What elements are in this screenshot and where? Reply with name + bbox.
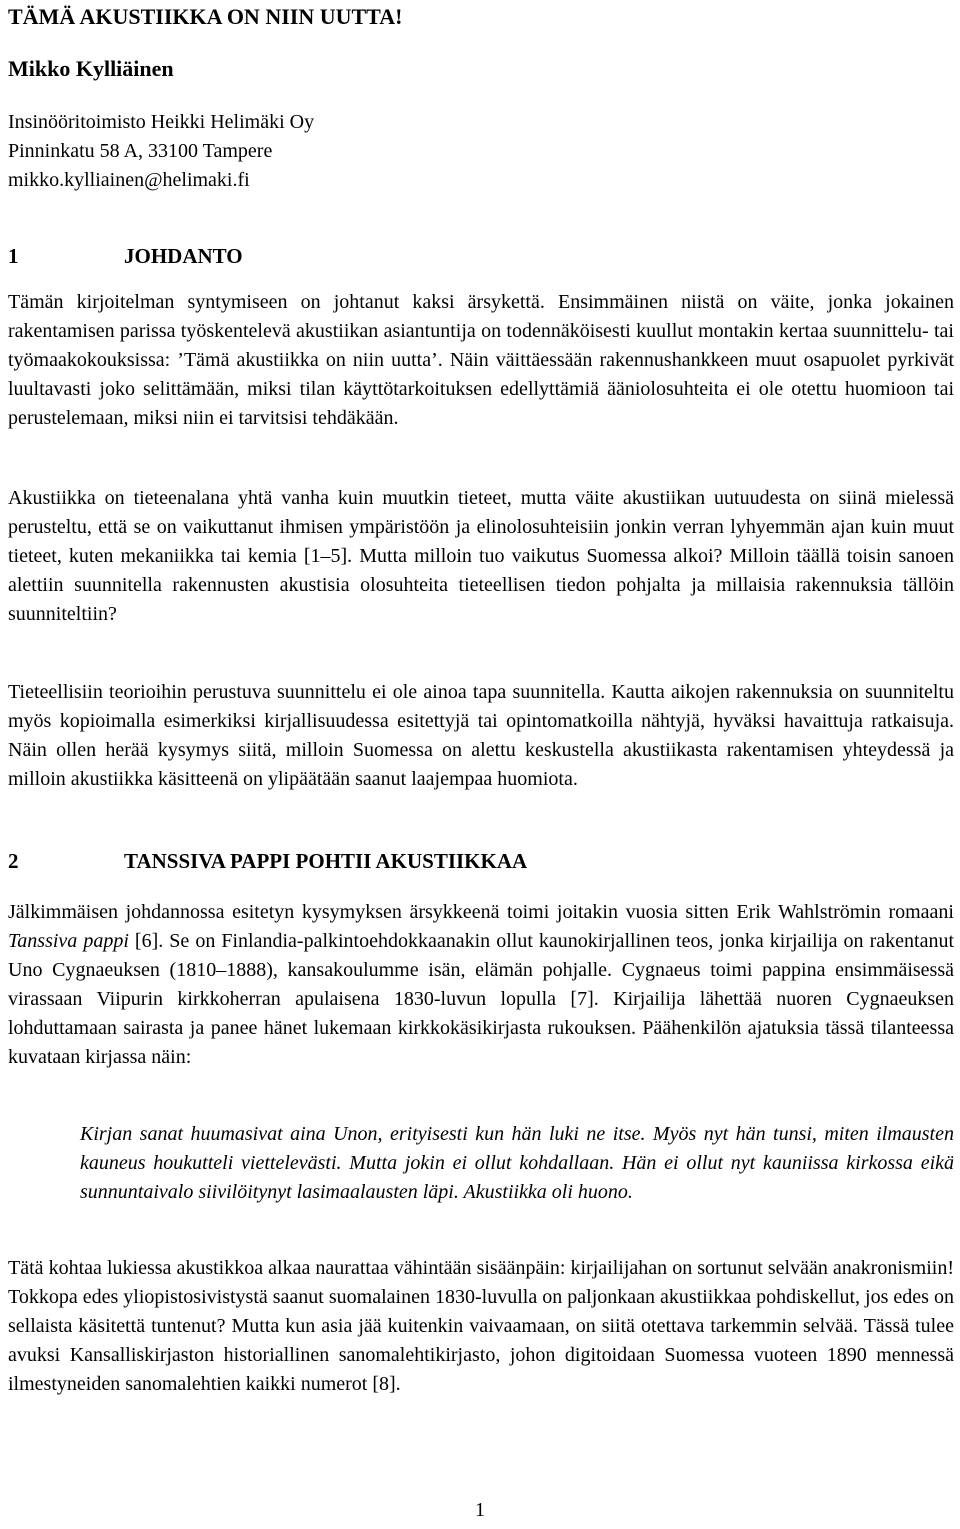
affiliation-company: Insinööritoimisto Heikki Helimäki Oy — [8, 111, 315, 133]
paragraph — [8, 898, 954, 1072]
book-title: Tanssiva pappi — [8, 930, 129, 952]
paragraph: Akustiikka on tieteenalana yhtä vanha kuin muutkin tieteet, mutta väite akustiikan uutuudesta on siinä mielessä perusteltu, että se on vaikuttanut ihmisen ympäristöön ja elinolosuhteisiin jonkin verran lyhyemmän ajan kuin muut tieteet, kuten mekaniikka tai kemia [1–5]. Mutta milloin tuo vaikutus Suomessa alkoi? Milloin täällä toisin sanoen alettiin suunnitella rakennusten akustisia olosuhteita tieteellisen tiedon pohjalta ja millaisia rakennuksia tällöin suunniteltiin? — [8, 487, 954, 625]
section-1-title: JOHDANTO — [124, 244, 243, 268]
affiliation-email: mikko.kylliainen@helimaki.fi — [8, 169, 250, 191]
section-1-heading — [8, 243, 243, 269]
paper-title: TÄMÄ AKUSTIIKKA ON NIIN UUTTA! — [8, 4, 403, 29]
section-1-number: 1 — [8, 244, 19, 268]
paragraph-text: [6]. Se on Finlandia-palkintoehdokkaanakin ollut kaunokirjallinen teos, jonka kirjailija on rakentanut Uno Cygnaeuksen (1810–1888), kansakoulumme isän, elämän pohjalle. Cygnaeus toimi pappina ensimmäisessä virassaan Viipurin kirkkoherran apulaisena 1830-luvun lopulla [7]. Kirjailija lähettää nuoren Cygnaeuksen lohduttamaan sairasta ja panee hänet lukemaan kirkkokäsikirjasta rukouksen. Päähenkilön ajatuksia tässä tilanteessa kuvataan kirjassa näin: — [8, 930, 954, 1068]
affiliation-block — [8, 108, 314, 195]
block-quote: Kirjan sanat huumasivat aina Unon, erityisesti kun hän luki ne itse. Myös nyt hän tunsi, miten ilmausten kauneus houkutteli viettelevästi. Mutta jokin ei ollut kohdallaan. Hän ei ollut nyt kauniissa kirkossa eikä sunnuntaivalo siivilöitynyt lasimaalausten läpi. Akustiikka oli huono. — [80, 1123, 954, 1203]
section-2-number: 2 — [8, 849, 19, 873]
paragraph-text: Jälkimmäisen johdannossa esitetyn kysymyksen ärsykkeenä toimi joitakin vuosia sitten Erik Wahlströmin romaani — [8, 901, 954, 923]
paragraph: Tätä kohtaa lukiessa akustikkoa alkaa naurattaa vähintään sisäänpäin: kirjailijahan on sortunut selvään anakronismiin! Tokkopa edes yliopistosivistystä saanut suomalainen 1830-luvulla on paljonkaan akustiikkaa pohdiskellut, jos edes on sellaista käsitettä tuntenut? Mutta kun asia jää kuitenkin vaivaamaan, on siitä otettava tarkemmin selvää. Tässä tulee avuksi Kansalliskirjaston historiallinen sanomalehtikirjasto, johon digitoidaan Suomessa vuoteen 1890 mennessä ilmestyneiden sanomalehtien kaikki numerot [8]. — [8, 1257, 954, 1395]
paragraph: Tämän kirjoitelman syntymiseen on johtanut kaksi ärsykettä. Ensimmäinen niistä on väite, jonka jokainen rakentamisen parissa työskentelevä akustiikan asiantuntija on todennäköisesti kuullut montakin kertaa suunnittelu- tai työmaakokouksissa: ’Tämä akustiikka on niin uutta’. Näin väittäessään rakennushankkeen muut osapuolet pyrkivät luultavasti joko selittämään, miksi tilan käyttötarkoituksen edellyttämiä ääniolosuhteita ei ole otettu huomioon tai perustelemaan, miksi niin ei tarvitsisi tehdäkään. — [8, 291, 954, 429]
paragraph: Tieteellisiin teorioihin perustuva suunnittelu ei ole ainoa tapa suunnitella. Kautta aikojen rakennuksia on suunniteltu myös kopioimalla esimerkiksi kirjallisuudessa esitettyjä tai opintomatkoilla nähtyjä, hyväksi havaittuja ratkaisuja. Näin ollen herää kysymys siitä, milloin Suomessa on alettu keskustella akustiikasta rakentamisen yhteydessä ja milloin akustiikka käsitteenä on ylipäätään saanut laajempaa huomiota. — [8, 681, 954, 790]
section-2-heading — [8, 848, 527, 874]
page-number: 1 — [475, 1499, 485, 1521]
affiliation-address: Pinninkatu 58 A, 33100 Tampere — [8, 140, 273, 162]
section-2-title: TANSSIVA PAPPI POHTII AKUSTIIKKAA — [124, 849, 528, 873]
author-name: Mikko Kylliäinen — [8, 56, 174, 81]
